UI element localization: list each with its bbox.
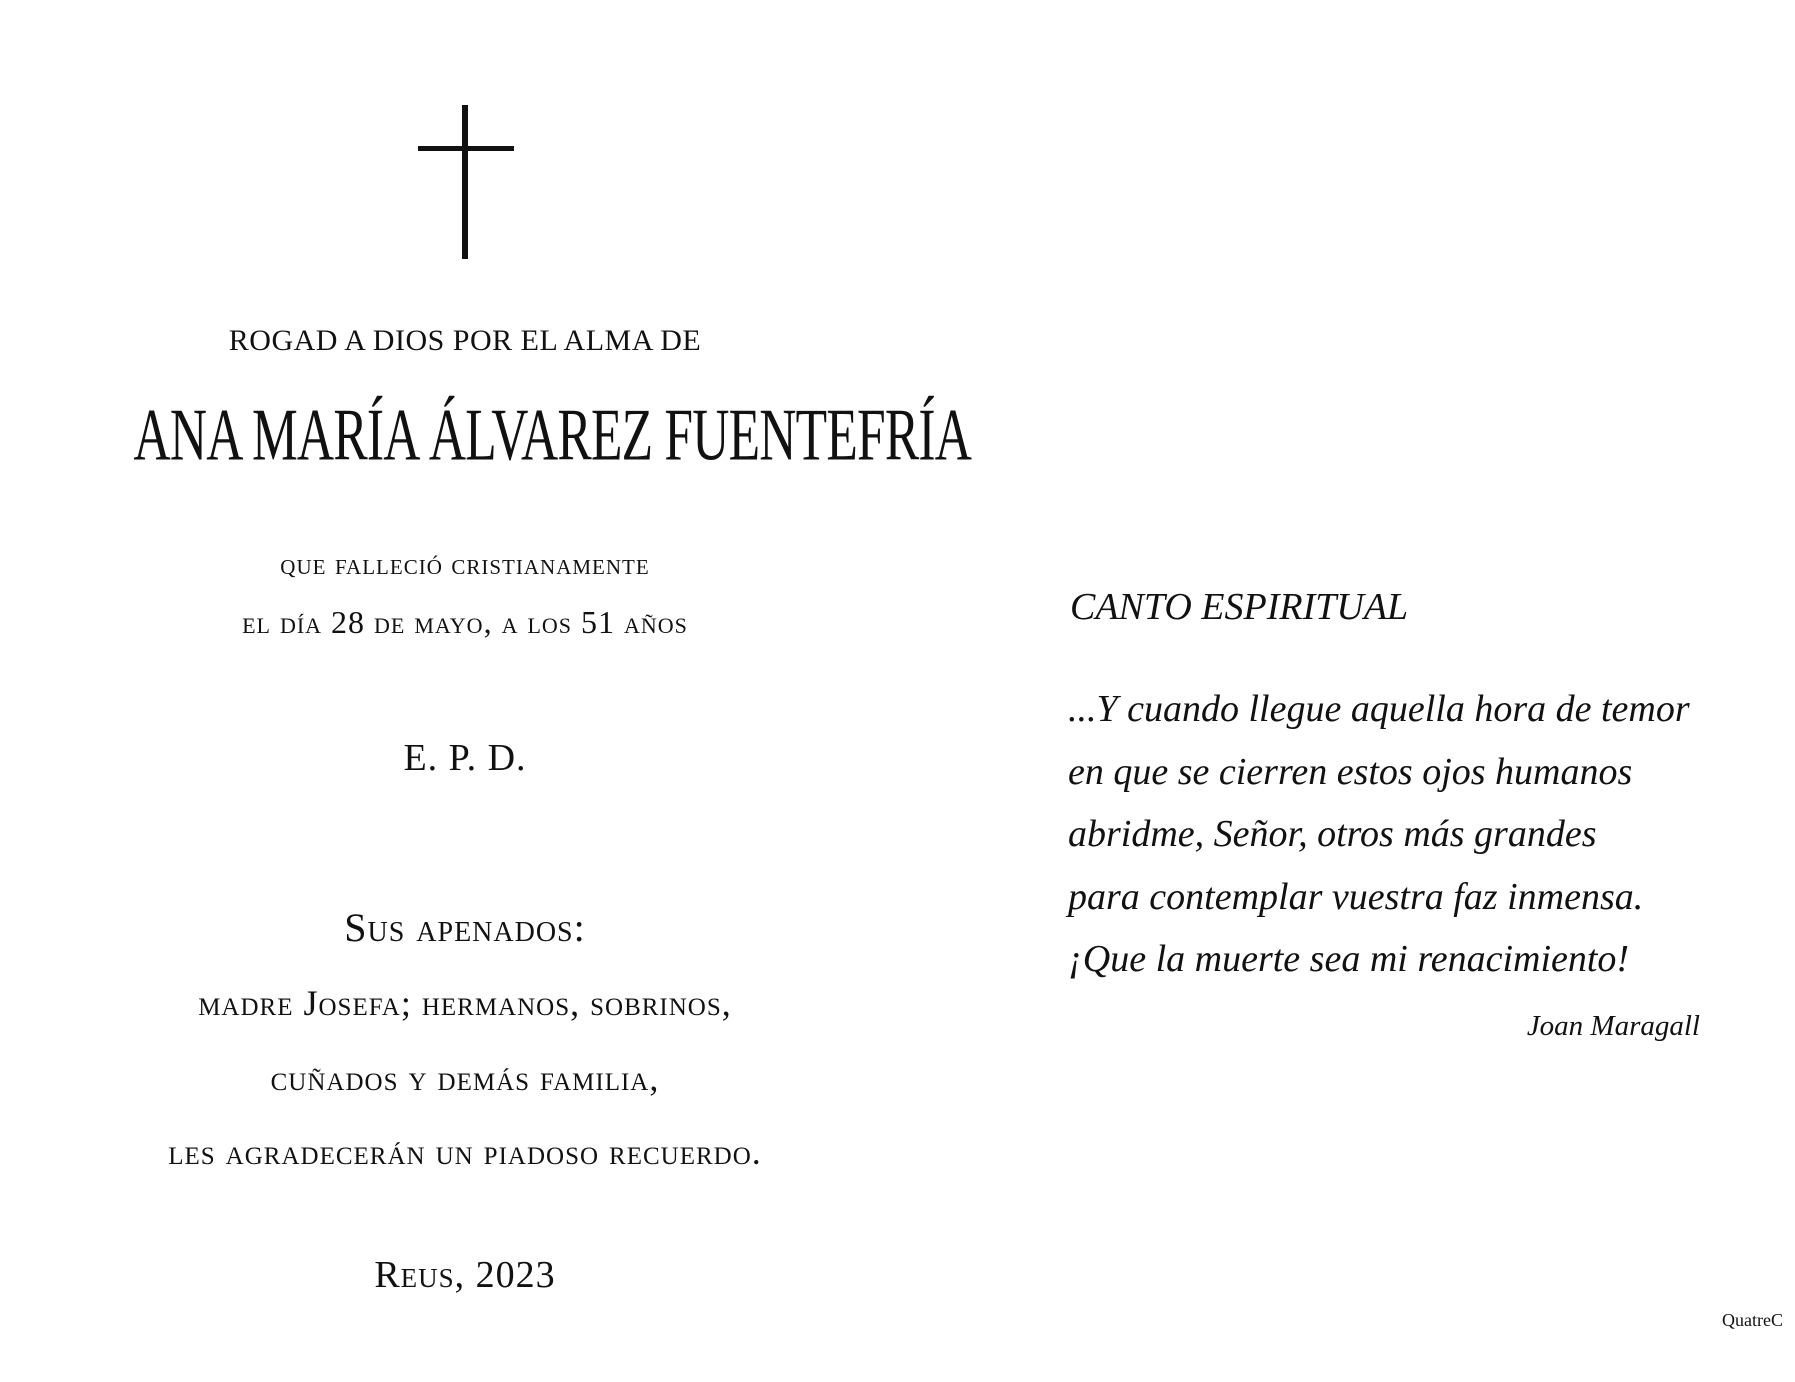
poem-lines: [1068, 678, 1690, 991]
invocation-text: ROGAD A DIOS POR EL ALMA DE: [228, 324, 702, 357]
mourners-line-1: madre Josefa; hermanos, sobrinos,: [198, 983, 732, 1023]
poem-line: ...Y cuando llegue aquella hora de temor: [1068, 688, 1690, 730]
latin-cross-icon: [418, 105, 514, 259]
deceased-name: [133, 394, 972, 477]
epd-text: E. P. D.: [403, 737, 527, 779]
mourners-line-3: les agradecerán un piadoso recuerdo.: [168, 1132, 762, 1172]
poem-line: para contemplar vuestra faz inmensa.: [1068, 875, 1644, 918]
poem-line: abridme, Señor, otros más grandes: [1068, 813, 1597, 855]
memorial-card-right: [1060, 0, 1700, 1382]
deceased-name-text: ANA MARÍA ÁLVAREZ FUENTEFRÍA: [133, 394, 972, 477]
printer-mark: QuatreC: [1722, 1310, 1783, 1330]
death-line-1: que falleció cristianamente: [280, 548, 650, 581]
mourners-line-2: cuñados y demás familia,: [270, 1058, 660, 1098]
poem-line: en que se cierren estos ojos humanos: [1068, 750, 1633, 793]
death-line-2: el día 28 de mayo, a los 51 años: [242, 604, 688, 640]
poem-line: ¡Que la muerte sea mi renacimiento!: [1068, 938, 1630, 980]
poem-author: Joan Maragall: [1526, 1010, 1700, 1042]
poem-title: CANTO ESPIRITUAL: [1070, 586, 1409, 628]
place-date: Reus, 2023: [374, 1254, 556, 1296]
mourners-title: Sus apenados:: [344, 905, 586, 950]
